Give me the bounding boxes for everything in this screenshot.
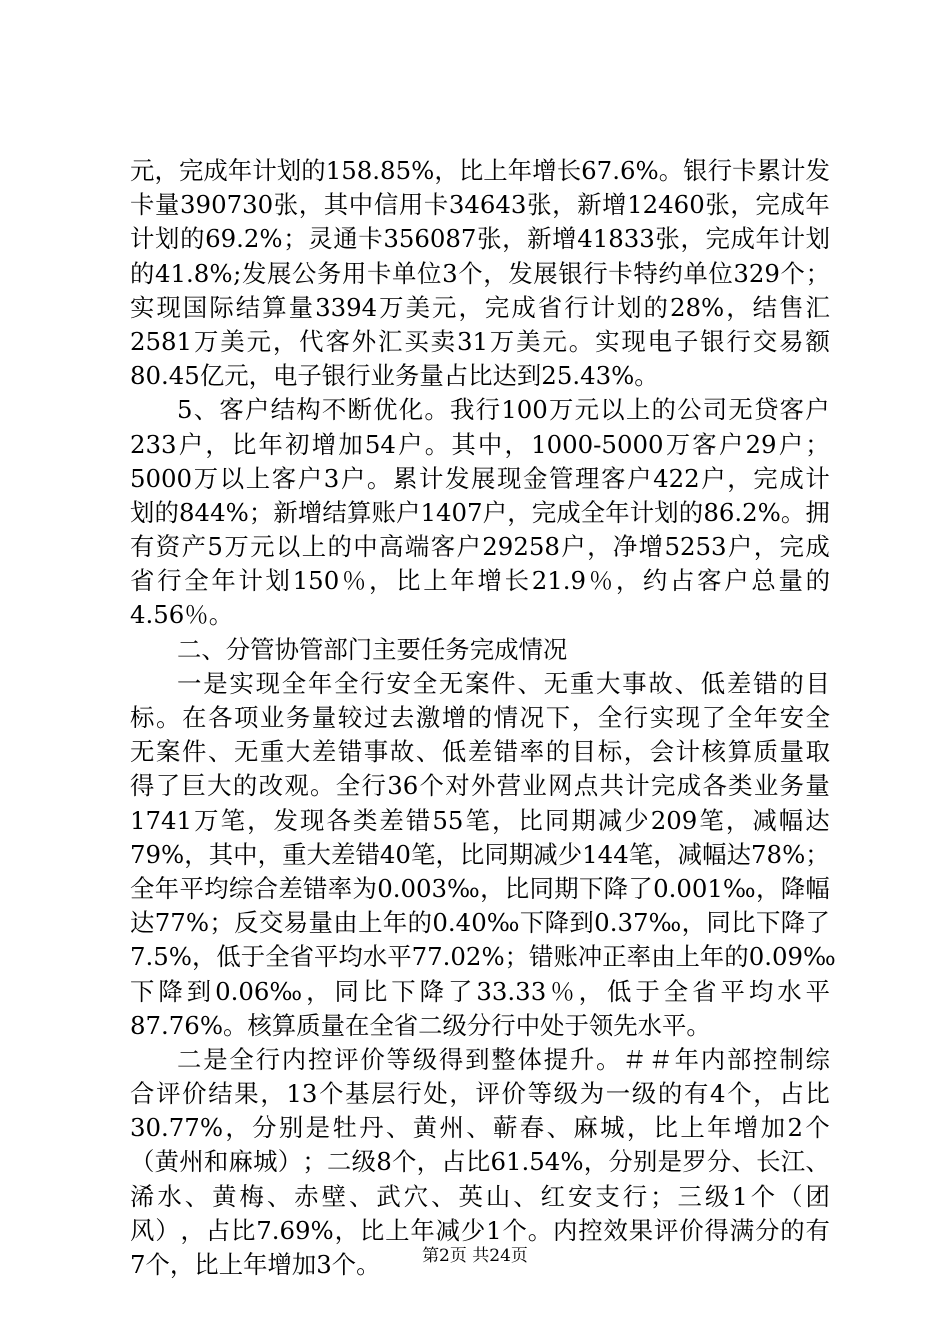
text-line: 有 资 产 5 万 元 以 上 的 中 高 端 客 户 29258 户 ， 净 增 5253 户 ， 完 成 bbox=[130, 532, 830, 562]
text-line: 87.76%。核算质量在全省二级分行中处于领先水平。 bbox=[130, 1010, 711, 1040]
text-line: 风 ） ， 占 比 7.69% ， 比 上 年 减 少 1 个 。 内 控 效 果 评 价 得 满 分 的 有 bbox=[130, 1215, 830, 1245]
text-line: 合 评 价 结 果 ， 13 个 基 层 行 处 ， 评 价 等 级 为 一 级 的 有 4 个 ， 占 比 bbox=[130, 1079, 830, 1109]
text-line: 下 降 到 0.06‰ ， 同 比 下 降 了 33.33 ％ ， 低 于 全 省 平 均 水 平 bbox=[130, 976, 830, 1006]
text-line: 7.5% ， 低 于 全 省 平 均 水 平 77.02% ； 错 账 冲 正 率 由 上 年 的 0.09‰ bbox=[130, 942, 836, 972]
text-line: 的 41.8% ; 发 展 公 务 用 卡 单 位 3 个 ， 发 展 银 行 卡 特 约 单 位 329 个 ； bbox=[130, 258, 830, 288]
page-footer: 第2页 共24页 bbox=[422, 1246, 528, 1266]
text-line: 一 是 实 现 全 年 全 行 安 全 无 案 件 、 无 重 大 事 故 、 低 差 错 的 目 bbox=[177, 668, 830, 698]
text-line: 5 、 客 户 结 构 不 断 优 化 。 我 行 100 万 元 以 上 的 公 司 无 贷 客 户 bbox=[177, 395, 830, 425]
text-line: 卡 量 390730 张 ， 其 中 信 用 卡 34643 张 ， 新 增 12460 张 ， 完 成 年 bbox=[130, 190, 830, 220]
text-line: 7个，比上年增加3个。 bbox=[130, 1250, 381, 1279]
document-body bbox=[130, 154, 836, 1282]
text-line: 80.45亿元，电子银行业务量占比达到25.43%。 bbox=[130, 361, 659, 391]
text-line: 计 划 的 69.2% ； 灵 通 卡 356087 张 ， 新 增 41833 张 ， 完 成 年 计 划 bbox=[130, 224, 830, 254]
text-line: （ 黄 州 和 麻 城 ） ； 二 级 8 个 ， 占 比 61.54% ， 分 别 是 罗 分 、 长 江 、 bbox=[130, 1147, 830, 1177]
text-line: 二 是 全 行 内 控 评 价 等 级 得 到 整 体 提 升 。 ＃ ＃ 年 内 部 控 制 综 bbox=[177, 1044, 830, 1074]
text-line: 233 户 ， 比 年 初 增 加 54 户 。 其 中 ， 1000-5000 万 客 户 29 户 ； bbox=[130, 429, 830, 459]
text-line: 二、分管协管部门主要任务完成情况 bbox=[177, 634, 568, 664]
text-line: 得 了 巨 大 的 改 观 。 全 行 36 个 对 外 营 业 网 点 共 计 完 成 各 类 业 务 量 bbox=[130, 771, 830, 801]
text-line: 划 的 844% ； 新 增 结 算 账 户 1407 户 ， 完 成 全 年 计 划 的 86.2% 。 拥 bbox=[130, 497, 830, 527]
text-line: 省 行 全 年 计 划 150 ％ ， 比 上 年 增 长 21.9 ％ ， 约 占 客 户 总 量 的 bbox=[130, 566, 830, 596]
text-line: 浠 水 、 黄 梅 、 赤 壁 、 武 穴 、 英 山 、 红 安 支 行 ； 三 级 1 个 （ 团 bbox=[130, 1181, 830, 1211]
text-line: 1741 万 笔 ， 发 现 各 类 差 错 55 笔 ， 比 同 期 减 少 209 笔 ， 减 幅 达 bbox=[130, 805, 830, 835]
text-line: 2581 万 美 元 ， 代 客 外 汇 买 卖 31 万 美 元 。 实 现 电 子 银 行 交 易 额 bbox=[130, 326, 830, 356]
text-line: 无 案 件 、 无 重 大 差 错 事 故 、 低 差 错 率 的 目 标 ， 会 计 核 算 质 量 取 bbox=[130, 737, 830, 767]
text-line: 元 ， 完 成 年 计 划 的 158.85% ， 比 上 年 增 长 67.6% 。 银 行 卡 累 计 发 bbox=[130, 156, 830, 185]
text-line: 30.77% ， 分 别 是 牡 丹 、 黄 州 、 蕲 春 、 麻 城 ， 比 上 年 增 加 2 个 bbox=[130, 1113, 830, 1143]
text-line: 79% ， 其 中 ， 重 大 差 错 40 笔 ， 比 同 期 减 少 144 笔 ， 减 幅 达 78% ； bbox=[130, 839, 830, 869]
text-line: 4.56％。 bbox=[130, 600, 234, 630]
text-line: 实 现 国 际 结 算 量 3394 万 美 元 ， 完 成 省 行 计 划 的 28% ， 结 售 汇 bbox=[130, 292, 830, 322]
text-line: 达 77% ； 反 交 易 量 由 上 年 的 0.40‰ 下 降 到 0.37‰ ， 同 比 下 降 了 bbox=[130, 908, 830, 938]
text-line: 标 。 在 各 项 业 务 量 较 过 去 激 增 的 情 况 下 ， 全 行 实 现 了 全 年 安 全 bbox=[130, 703, 830, 732]
text-line: 5000 万 以 上 客 户 3 户 。 累 计 发 展 现 金 管 理 客 户 422 户 ， 完 成 计 bbox=[130, 463, 830, 493]
text-line: 全 年 平 均 综 合 差 错 率 为 0.003‰ ， 比 同 期 下 降 了 0.001‰ ， 降 幅 bbox=[130, 873, 830, 903]
